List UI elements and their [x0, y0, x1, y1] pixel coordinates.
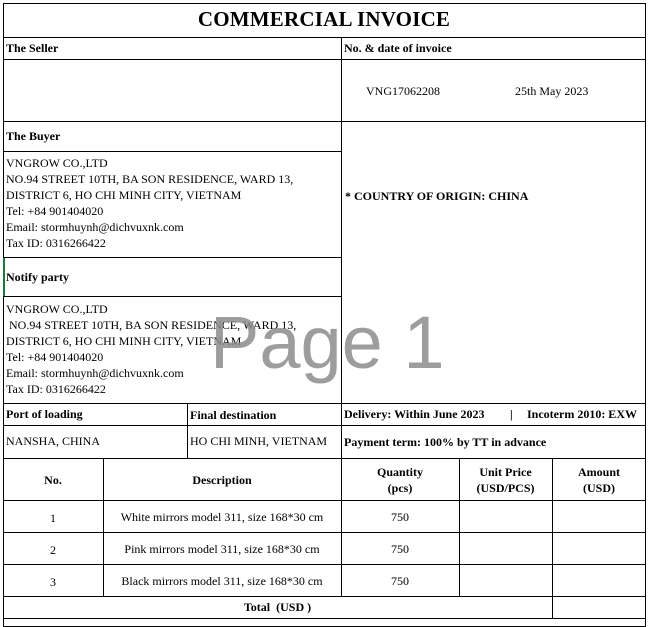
- col-header-unit-price: Unit Price: [479, 465, 532, 479]
- col-header-description: Description: [192, 473, 252, 487]
- notify-line: VNGROW CO.,LTD: [6, 302, 108, 316]
- buyer-line: NO.94 STREET 10TH, BA SON RESIDENCE, WARD 13,: [6, 172, 294, 186]
- divider: [3, 257, 342, 258]
- port-of-loading-label: Port of loading: [6, 407, 83, 421]
- buyer-label: The Buyer: [6, 129, 61, 143]
- divider: [3, 59, 646, 60]
- buyer-line: VNGROW CO.,LTD: [6, 156, 108, 170]
- row-quantity: 750: [391, 542, 409, 556]
- invoice-title: COMMERCIAL INVOICE: [197, 7, 451, 31]
- divider: [3, 121, 646, 122]
- port-of-loading-value: NANSHA, CHINA: [6, 434, 101, 448]
- row-description: White mirrors model 311, size 168*30 cm: [120, 510, 324, 524]
- divider: [3, 618, 646, 619]
- final-destination-label: Final destination: [190, 408, 277, 422]
- seller-label: The Seller: [6, 41, 59, 55]
- selection-marker: [3, 258, 5, 296]
- divider: [3, 564, 646, 565]
- incoterm-separator: |: [510, 407, 513, 421]
- invoice-number: VNG17062208: [366, 84, 440, 98]
- row-description: Black mirrors model 311, size 168*30 cm: [121, 574, 323, 588]
- notify-line: Tax ID: 0316266422: [6, 382, 106, 396]
- divider: [341, 37, 342, 459]
- buyer-line: Tax ID: 0316266422: [6, 236, 106, 250]
- col-header-unit-price-unit: (USD/PCS): [476, 481, 535, 495]
- divider: [3, 532, 646, 533]
- invoice-no-date-label: No. & date of invoice: [344, 41, 452, 55]
- notify-line: Email: stormhuynh@dichvuxnk.com: [6, 366, 184, 380]
- buyer-address: [6, 155, 293, 251]
- col-header-quantity: Quantity: [376, 465, 423, 479]
- col-header-no: No.: [44, 473, 62, 487]
- notify-line: NO.94 STREET 10TH, BA SON RESIDENCE, WARD 13,: [6, 318, 297, 332]
- row-description: Pink mirrors model 311, size 168*30 cm: [124, 542, 320, 556]
- divider: [3, 403, 646, 404]
- row-no: 1: [50, 511, 56, 525]
- incoterm: Incoterm 2010: EXW: [527, 407, 637, 421]
- divider: [3, 151, 342, 152]
- col-header-quantity-unit: (pcs): [387, 481, 413, 495]
- row-no: 2: [50, 543, 56, 557]
- divider: [3, 296, 342, 297]
- notify-party-label: Notify party: [6, 270, 69, 284]
- notify-line: Tel: +84 901404020: [6, 350, 104, 364]
- row-no: 3: [50, 575, 56, 589]
- divider: [3, 37, 646, 38]
- divider: [3, 425, 646, 426]
- country-of-origin: * COUNTRY OF ORIGIN: CHINA: [345, 189, 529, 203]
- total-label: Total (USD ): [243, 600, 312, 614]
- delivery-term: Delivery: Within June 2023: [344, 407, 485, 421]
- invoice-date: 25th May 2023: [515, 84, 589, 98]
- divider: [3, 458, 646, 459]
- row-quantity: 750: [391, 510, 409, 524]
- page-watermark: Page 1: [210, 301, 445, 384]
- notify-party-address: [6, 301, 296, 397]
- final-destination-value: HO CHI MINH, VIETNAM: [190, 434, 328, 448]
- notify-line: DISTRICT 6, HO CHI MINH CITY, VIETNAM: [6, 334, 242, 348]
- row-quantity: 750: [391, 574, 409, 588]
- col-header-amount: Amount: [577, 465, 620, 479]
- divider: [3, 500, 646, 501]
- buyer-line: Email: stormhuynh@dichvuxnk.com: [6, 220, 184, 234]
- divider: [3, 596, 646, 597]
- buyer-line: DISTRICT 6, HO CHI MINH CITY, VIETNAM: [6, 188, 242, 202]
- buyer-line: Tel: +84 901404020: [6, 204, 104, 218]
- payment-term: Payment term: 100% by TT in advance: [344, 435, 547, 449]
- col-header-amount-unit: (USD): [583, 481, 615, 495]
- divider: [187, 403, 188, 459]
